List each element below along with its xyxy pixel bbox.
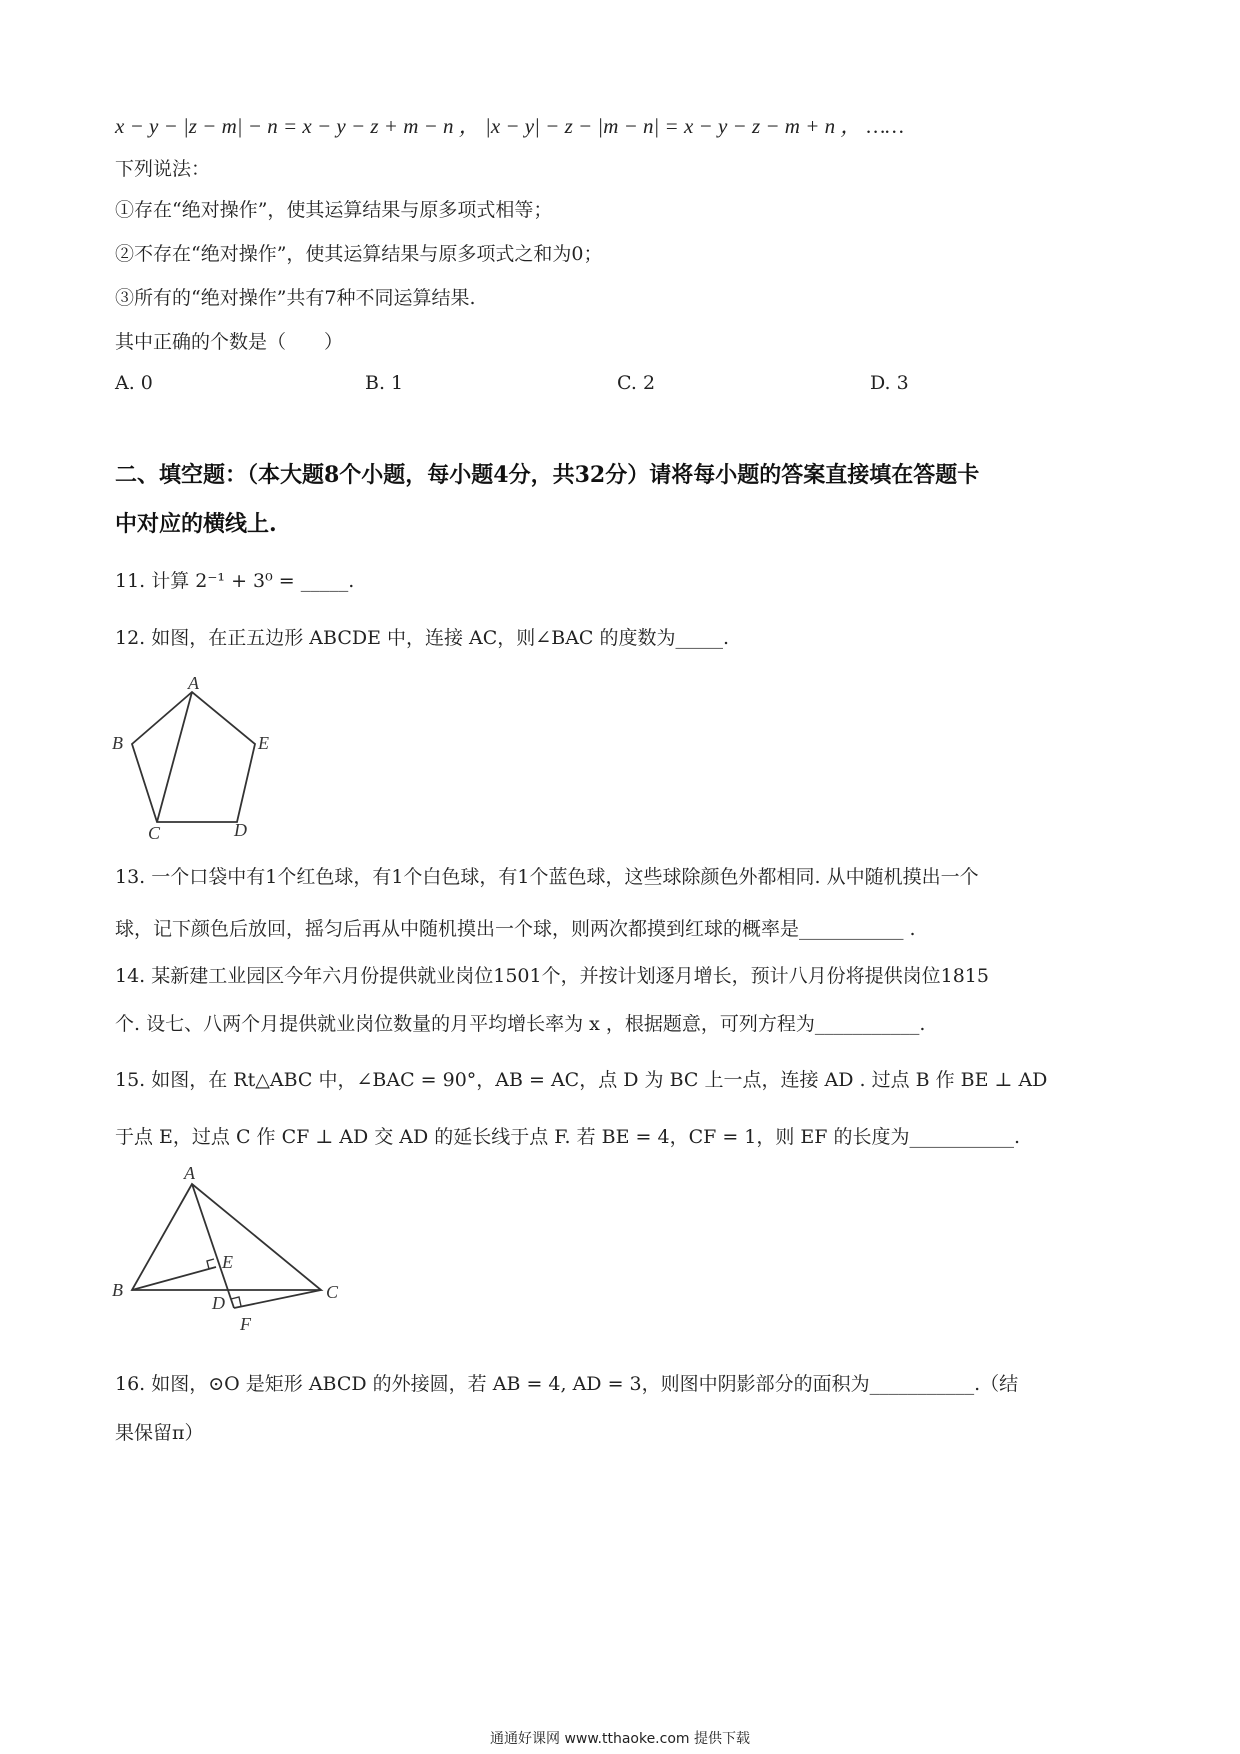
q12-text: 12. 如图，在正五边形 ABCDE 中，连接 AC，则∠BAC 的度数为_____. (115, 627, 730, 649)
formula-line: x − y − |z − m| − n = x − y − z + m − n ， |x − y| − z − |m − n| = x − y − z − m + n ， …… (115, 114, 904, 138)
label-c: C (326, 1282, 339, 1302)
q11-text: 11. 计算 2⁻¹ + 3⁰ = _____. (115, 570, 355, 592)
q15-line2: 于点 E，过点 C 作 CF ⊥ AD 交 AD 的延长线于点 F. 若 BE = 4，CF = 1，则 EF 的长度为___________. (115, 1126, 1021, 1148)
q13-line1: 13. 一个口袋中有1个红色球，有1个白色球，有1个蓝色球，这些球除颜色外都相同. 从中随机摸出一个 (115, 866, 979, 888)
label-e: E (258, 733, 269, 753)
segment-cf (234, 1290, 321, 1308)
q16-line1: 16. 如图，⊙O 是矩形 ABCD 的外接圆，若 AB = 4, AD = 3，则图中阴影部分的面积为___________.（结 (115, 1373, 1019, 1395)
label-a: A (184, 1163, 195, 1183)
triangle-figure (100, 1160, 360, 1345)
triangle-abc (132, 1184, 321, 1290)
q10-question: 其中正确的个数是（ ） (115, 331, 344, 353)
section2-heading-line2: 中对应的横线上. (115, 511, 277, 537)
q10-intro: 下列说法： (115, 158, 211, 180)
q14-line1: 14. 某新建工业园区今年六月份提供就业岗位1501个，并按计划逐月增长，预计八月份将提供岗位1815 (115, 965, 989, 987)
label-f: F (240, 1314, 251, 1334)
section2-heading-line1: 二、填空题：（本大题8个小题，每小题4分，共32分）请将每小题的答案直接填在答题卡 (115, 462, 980, 488)
q10-statement-3: ③所有的“绝对操作”共有7种不同运算结果. (115, 287, 476, 309)
label-e: E (222, 1252, 233, 1272)
q10-option-b[interactable]: B. 1 (365, 372, 404, 394)
diagonal-ac (157, 692, 192, 822)
q15-line1: 15. 如图，在 Rt△ABC 中，∠BAC = 90°，AB = AC，点 D 为 BC 上一点，连接 AD . 过点 B 作 BE ⊥ AD (115, 1069, 1048, 1091)
q16-line2: 果保留π） (115, 1422, 204, 1444)
q10-statement-2: ②不存在“绝对操作”，使其运算结果与原多项式之和为0； (115, 243, 603, 265)
label-c: C (148, 823, 161, 842)
label-a: A (188, 673, 199, 693)
label-d: D (212, 1293, 225, 1313)
q10-option-d[interactable]: D. 3 (870, 372, 909, 394)
footer-credit: 通通好课网 www.tthaoke.com 提供下载 (490, 1731, 750, 1747)
q10-statement-1: ①存在“绝对操作”，使其运算结果与原多项式相等； (115, 199, 553, 221)
label-b: B (112, 733, 123, 753)
segment-be (132, 1267, 216, 1290)
q14-line2: 个. 设七、八两个月提供就业岗位数量的月平均增长率为 x ，根据题意，可列方程为___________. (115, 1013, 926, 1035)
q13-line2: 球，记下颜色后放回，摇匀后再从中随机摸出一个球，则两次都摸到红球的概率是___________ . (115, 918, 916, 940)
q10-option-a[interactable]: A. 0 (115, 372, 153, 394)
q10-option-c[interactable]: C. 2 (617, 372, 656, 394)
label-d: D (234, 820, 247, 840)
pentagon-figure (100, 672, 300, 842)
pentagon-outline (132, 692, 255, 822)
label-b: B (112, 1280, 123, 1300)
